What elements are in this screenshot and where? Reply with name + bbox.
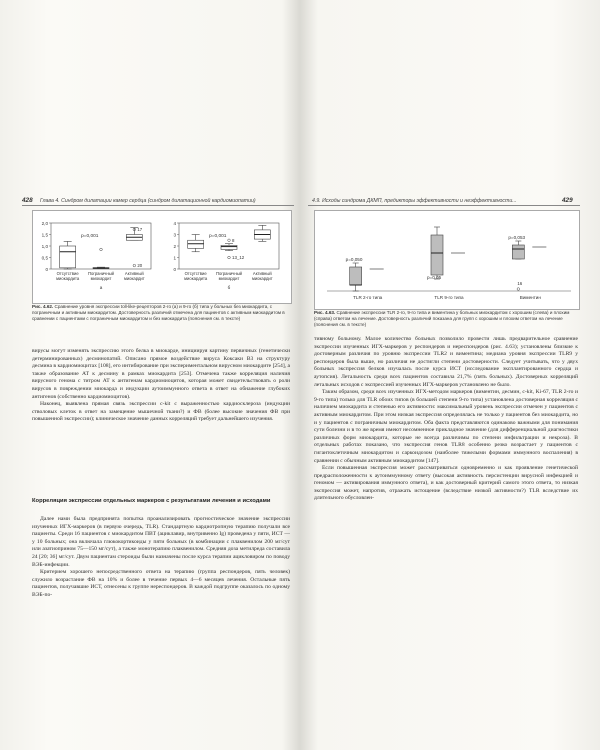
page-number: 429 bbox=[562, 197, 573, 204]
header-rule bbox=[308, 205, 580, 206]
x-category-label: миокардит bbox=[218, 276, 240, 281]
right-page bbox=[300, 0, 600, 750]
y-tick-label: 2 bbox=[173, 243, 176, 249]
x-category-label: Пограничный bbox=[87, 271, 115, 276]
box bbox=[221, 245, 237, 249]
x-category-label: TLR 9-го типа bbox=[434, 295, 464, 300]
y-tick-label: 4 bbox=[173, 220, 176, 226]
paragraph: Наконец, выявлена прямая связь экспрессии c-kit с выраженностью кардиосклероза (индукции стволовых клеток в ответ на замещение мышечной ткани?) и ФВ (более высокие значения ФВ при повышенной экспрессии); клиническое значение данных корреляций требует дальнейшего изучения. bbox=[32, 401, 290, 423]
box bbox=[188, 240, 204, 248]
caption-title: Рис. 4.63. bbox=[314, 310, 336, 315]
running-head: Глава 4. Синдром дилатации камер сердца (синдром дилатационной кардиомиопатии) bbox=[40, 198, 256, 204]
outlier-point bbox=[228, 239, 231, 242]
figure-4-63 bbox=[314, 210, 580, 310]
box bbox=[350, 267, 362, 285]
caption-text: Сравнение уровня экспрессии toll-like-рецепторов 2-го (а) и 9-го (б) типа у больных без миокардита, с пограничным и активным миокардитом. Достоверность различий отмечена для пациентов с активным миокардитом в сравнении с пациентами с пограничным миокардитом и без миокардита (пояснения см. в тексте) bbox=[32, 304, 285, 321]
x-category-label: миокардит bbox=[251, 276, 273, 281]
caption-text: Сравнение экспрессии TLR 2-го, 9-го типа и виментина у больных миокардитом с хорошим (слева) и плохим (справа) ответом на лечение. Достоверность различий показана для групп с хорошим и плохим ответом на лечение (пояснения см. в тексте) bbox=[314, 310, 570, 327]
outlier-label: 17 bbox=[137, 227, 143, 233]
outlier-point bbox=[133, 264, 136, 267]
paragraph: Если повышенная экспрессия может рассматриваться одновременно и как проявление генетической предрасположенности к аутоиммунному ответу (высокая активность персистенции вирусной инфекцией и геномом — активирования иммунного ответа), и как достоверный критерий самого этого ответа, то низкая экспрессия может, напротив, отражать истощение (вследствие низкой активности?) TLR вследствие их длительного обусловлен- bbox=[314, 465, 578, 502]
figure-caption bbox=[314, 310, 578, 328]
figure-4-63-chart bbox=[315, 211, 579, 309]
outlier-point bbox=[100, 248, 103, 251]
figure-4-62 bbox=[32, 210, 292, 304]
x-category-label: Активный bbox=[124, 271, 144, 276]
x-category-label: Пограничный bbox=[215, 271, 243, 276]
figure-caption bbox=[32, 304, 290, 322]
box bbox=[60, 246, 76, 268]
y-tick-label: 0 bbox=[45, 266, 48, 272]
box bbox=[512, 245, 524, 259]
caption-title: Рис. 4.62. bbox=[32, 304, 54, 309]
x-category-label: Активный bbox=[252, 271, 272, 276]
x-category-label: миокардит bbox=[90, 276, 112, 281]
body-text bbox=[314, 336, 578, 503]
y-tick-label: 3 bbox=[173, 232, 176, 238]
x-category-label: Отсутствие bbox=[184, 271, 207, 276]
y-tick-label: 0,5 bbox=[41, 255, 48, 261]
paragraph: Таким образом, среди всех изученных ИГХ-методом маркеров (виментин, десмин, c-kit, Ki-67, TLR 2-го и 9-го типа) только для TLR обоих типов (в большей степени 9-го типа) установлена достоверная корреляция с наличием миокардита и степенью его активности: максимальный уровень экспрессии отмечен у пациентов с активным миокардитом. При этом низкая экспрессия определялась не только у пациентов без миокардита, но и у пациентов с пограничным миокардитом. Оба факта представляются одинаково важными для понимания сути болезни и в то же время имеют несомненное прикладное значение (для дифференциальной диагностики различных форм миокардита, которые не всегда различимы по степени инфильтрации и некроза). В отдельных работах показано, что экспрессия генов TLR8 особенно резко возрастает у пациентов с гигантоклеточным миокардитом и саркоидозом (наиболее тяжелыми формами иммунного воспаления) в сравнении с обычным активным миокардитом [147]. bbox=[314, 389, 578, 464]
p-value-label: p=0,05 bbox=[427, 275, 442, 280]
x-category-label: миокардита bbox=[184, 276, 208, 281]
y-tick-label: 1,0 bbox=[41, 243, 48, 249]
body-text-1 bbox=[32, 348, 290, 424]
y-tick-label: 0 bbox=[173, 266, 176, 272]
outlier-label: 16 bbox=[517, 281, 523, 286]
running-head: 4.9. Исходы синдрома ДКМП, предикторы эффективности и неэффективности... bbox=[312, 198, 517, 204]
x-category-label: миокардит bbox=[123, 276, 145, 281]
p-value-label: p=0,001 bbox=[209, 234, 227, 239]
p-value-label: p=0,053 bbox=[508, 235, 526, 240]
page-number: 428 bbox=[22, 197, 33, 204]
p-value-label: p=0,050 bbox=[345, 257, 363, 262]
y-tick-label: 1 bbox=[173, 255, 176, 261]
y-tick-label: 2,0 bbox=[41, 220, 48, 226]
figure-4-62-charts bbox=[33, 211, 291, 303]
x-category-label: Виментин bbox=[519, 295, 541, 300]
paragraph: вирусы могут изменять экспрессию этого белка в миокарде, инициируя картину первичных (генетически детерминированных) десминопатий. Описано прямое воздействие вируса Коксаки В3 на структуру десмина в кардиомиоцитах [108], его интибирование при экспериментальном вирусном миокардите [254], а также образование АТ к десмину в рамках миокардита [253]. Отмечена также корреляция наличия вирусного генома с титром АТ к антигенам кардиомиоцитов, которая может свидетельствовать о роли вирусов в повреждении миокарда и индукции аутоиммунного ответа в ответ на обнажение глубоких антигенов (собственно кардиомиоцитов). bbox=[32, 348, 290, 400]
paragraph: Далее нами была предпринята попытка проанализировать прогностическое значение экспрессии изученных ИГХ-маркеров (в первую очередь, TLR). Стандартную кардиотропную терапию получали все пациенты. Среди 16 пациентов с миокардитом ПВТ (ациклавир, внутривенно Ig) проведена у пяти, ИСТ — у 10 больных; она включала глюкокортикоиды у пяти больных (в комбинации с плаквенилом 200 мг/сут или азатиоприном 75—150 мг/сут), а также монотерапию плаквенилом. Средняя доза метилреда составила 24 [20; 36] мг/сут. Двум пациентам стероиды были назначены после курса терапии ацикловиром по поводу ВЭБ-инфекции. bbox=[32, 516, 290, 568]
paragraph: Критерием хорошего непосредственного ответа на терапию (группа респондеров, пять человек) служило возрастание ФВ на 10% и более в течение первых 4—6 месяцев лечения. Остальные пять пациентов, получавшие ИСТ, отнесены к группе нереспондеров. В каждой подгруппе оказалось по одному ВЭБ-по- bbox=[32, 569, 290, 598]
box bbox=[431, 235, 443, 275]
y-tick-label: 1,5 bbox=[41, 232, 48, 238]
panel-sublabel: а bbox=[99, 285, 103, 290]
outlier-label: 8 bbox=[232, 237, 235, 243]
body-text-2 bbox=[32, 516, 290, 600]
header-rule bbox=[22, 205, 294, 206]
x-category-label: миокардита bbox=[56, 276, 80, 281]
section-heading: Корреляция экспрессии отдельных маркеров с результатами лечения и исходами bbox=[32, 498, 271, 504]
x-category-label: TLR 2-го типа bbox=[353, 295, 383, 300]
p-value-label: p=0,001 bbox=[81, 234, 99, 239]
outlier-label: 13_12 bbox=[232, 255, 245, 261]
paragraph: тивному больному. Малое количество больных позволило провести лишь предварительное сравнение экспрессии изученных ИГХ-маркеров у респондеров и нереспондеров (рис. 4.63); установлены близкие к достоверным различия по уровню экспрессии TLR2 и виментина; медиана уровня экспрессии TLR9 у респондеров была выше, но различия не достигли степени достоверности. Следует учитывать, что у двух больных экспрессия белков изучалась после курса ИСТ (исследование эксплантированного сердца и аутопсия). Летальность среди всех пациентов составила 21,7% (пять больных). Достоверных корреляций летальных исходов с экспрессией изученных ИГХ-маркеров установлено не было. bbox=[314, 336, 578, 388]
panel-sublabel: б bbox=[227, 285, 231, 290]
outlier-label: 20 bbox=[137, 263, 143, 269]
x-category-label: Отсутствие bbox=[56, 271, 79, 276]
outlier-point bbox=[228, 256, 231, 259]
outlier-point bbox=[517, 288, 520, 291]
